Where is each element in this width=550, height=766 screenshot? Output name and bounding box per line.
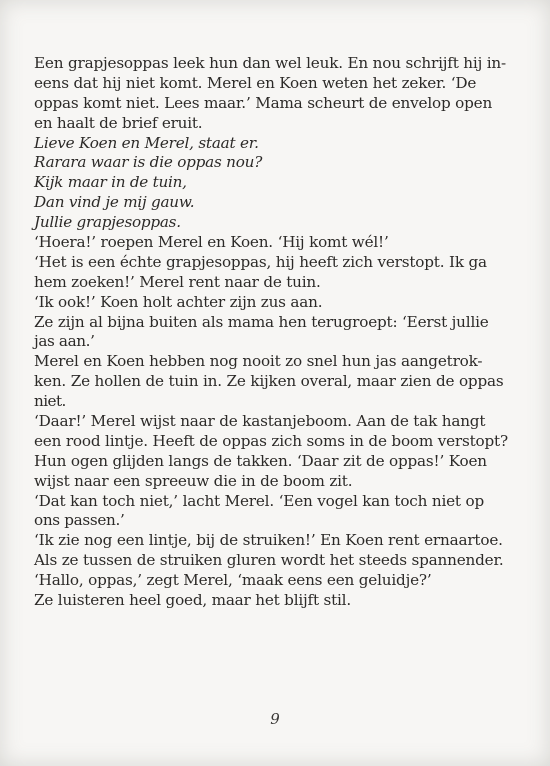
letter-line: Rarara waar is die oppas nou? <box>34 153 263 172</box>
text-line: Ze luisteren heel goed, maar het blijft stil. <box>34 591 351 610</box>
text-line: ‘Daar!’ Merel wijst naar de kastanjeboom. Aan de tak hangt <box>34 412 486 431</box>
letter-line: Lieve Koen en Merel, staat er. <box>34 133 259 152</box>
body-text <box>34 54 524 611</box>
text-line: hem zoeken!’ Merel rent naar de tuin. <box>34 272 321 291</box>
text-line: en haalt de brief eruit. <box>34 113 203 132</box>
text-line: Als ze tussen de struiken gluren wordt het steeds spannender. <box>34 551 504 570</box>
text-line: wijst naar een spreeuw die in de boom zit. <box>34 471 353 490</box>
text-line: Ze zijn al bijna buiten als mama hen terugroept: ‘Eerst jullie <box>34 312 489 331</box>
text-line: ‘Het is een échte grapjesoppas, hij heeft zich verstopt. Ik ga <box>34 252 487 271</box>
text-line: ‘Hoera!’ roepen Merel en Koen. ‘Hij komt wél!’ <box>34 233 389 252</box>
letter-line: Dan vind je mij gauw. <box>34 193 195 212</box>
text-line: ‘Ik zie nog een lintje, bij de struiken!’ En Koen rent ernaartoe. <box>34 531 503 550</box>
text-line: oppas komt niet. Lees maar.’ Mama scheurt de envelop open <box>34 93 493 112</box>
text-line: jas aan.’ <box>34 332 95 351</box>
text-line: ‘Dat kan toch niet,’ lacht Merel. ‘Een vogel kan toch niet op <box>34 491 484 510</box>
page-number: 9 <box>270 710 280 728</box>
text-line: ‘Ik ook!’ Koen holt achter zijn zus aan. <box>34 292 323 311</box>
letter-line: Jullie grapjesoppas. <box>34 213 181 232</box>
text-line: Merel en Koen hebben nog nooit zo snel hun jas aangetrok- <box>34 352 483 371</box>
text-line: Een grapjesoppas leek hun dan wel leuk. En nou schrijft hij in- <box>34 54 506 72</box>
text-line: een rood lintje. Heeft de oppas zich soms in de boom verstopt? <box>34 431 508 450</box>
text-line: ons passen.’ <box>34 511 125 530</box>
text-line: ken. Ze hollen de tuin in. Ze kijken overal, maar zien de oppas <box>34 372 504 391</box>
text-line: niet. <box>34 392 66 411</box>
text-line: ‘Hallo, oppas,’ zegt Merel, ‘maak eens een geluidje?’ <box>34 571 432 590</box>
letter-line: Kijk maar in de tuin, <box>34 173 187 192</box>
text-line: eens dat hij niet komt. Merel en Koen weten het zeker. ‘De <box>34 73 477 92</box>
text-line: Hun ogen glijden langs de takken. ‘Daar zit de oppas!’ Koen <box>34 451 487 470</box>
